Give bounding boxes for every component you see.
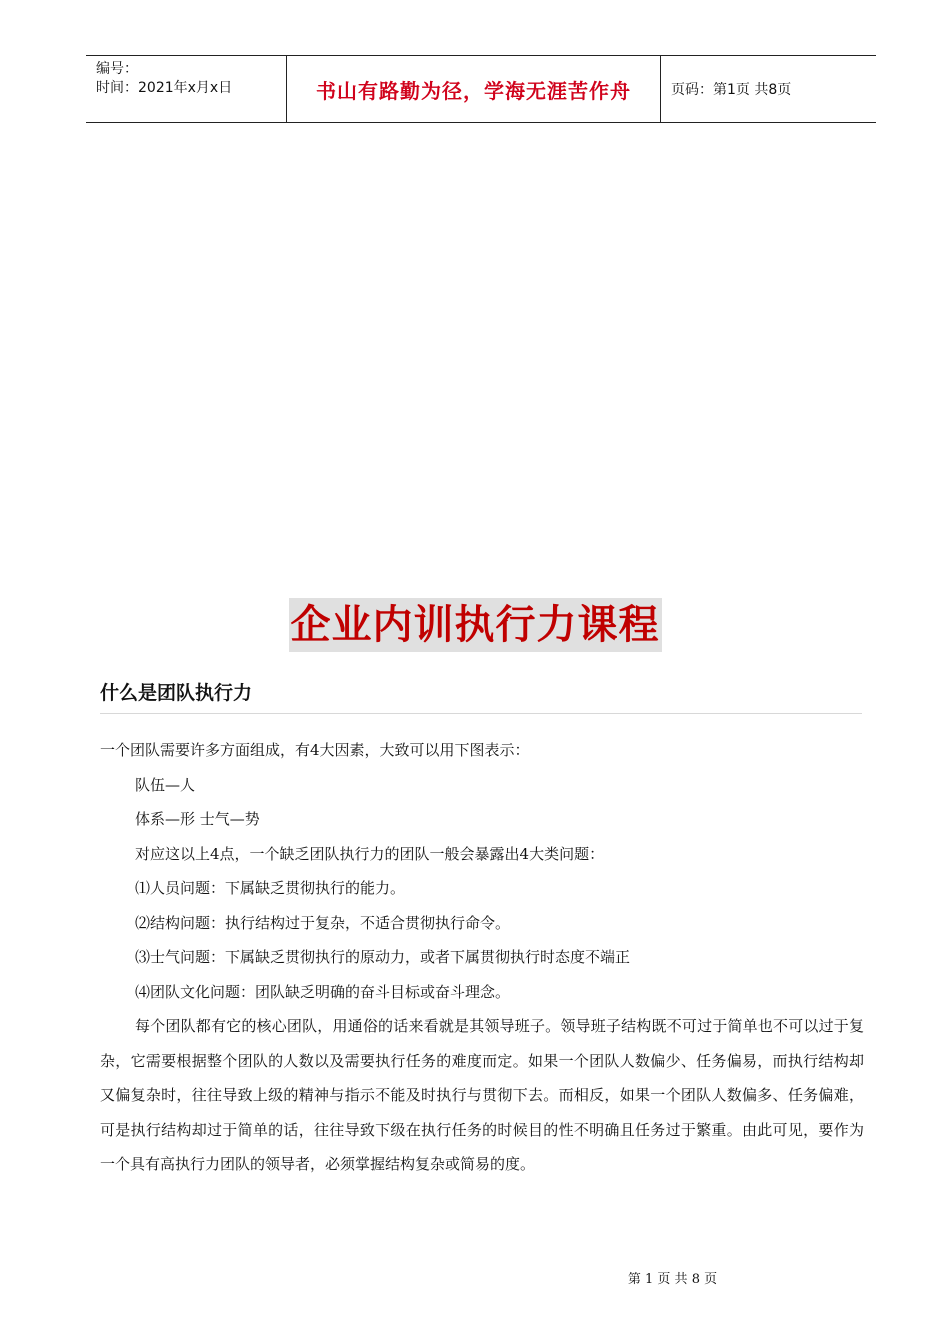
footer-page-number: 第 1 页 共 8 页 <box>627 1272 718 1287</box>
section-heading: 什么是团队执行力 <box>100 678 862 714</box>
factor-line: 队伍—人 <box>135 775 196 794</box>
document-title: 企业内训执行力课程 <box>289 598 662 652</box>
problem-item: ⑶士气问题：下属缺乏贯彻执行的原动力，或者下属贯彻执行时态度不端正 <box>135 948 631 966</box>
header-page-number: 页码：第1页 共8页 <box>671 82 792 98</box>
problems-intro-line: 对应这以上4点，一个缺乏团队执行力的团队一般会暴露出4大类问题： <box>135 844 605 863</box>
document-title-wrap <box>0 598 950 652</box>
body-paragraph: 每个团队都有它的核心团队，用通俗的话来看就是其领导班子。领导班子结构既不可过于简单也不可以过于复杂，它需要根据整个团队的人数以及需要执行任务的难度而定。如果一个团队人数偏少、任务偏易，而执行结构却又偏复杂时，往往导致上级的精神与指示不能及时执行与贯彻下去。而相反，如果一个团队人数偏多、任务偏难，可是执行结构却过于简单的话，往往导致下级在执行任务的时候目的性不明确且任务过于繁重。由此可见，要作为一个具有高执行力团队的领导者，必须掌握结构复杂或简易的度。 <box>100 1017 864 1173</box>
problem-item: ⑵结构问题：执行结构过于复杂，不适合贯彻执行命令。 <box>135 913 511 932</box>
problem-item: ⑴人员问题：下属缺乏贯彻执行的能力。 <box>135 879 406 897</box>
number-label: 编号： <box>96 61 138 77</box>
problem-item: ⑷团队文化问题：团队缺乏明确的奋斗目标或奋斗理念。 <box>135 982 511 1001</box>
intro-line: 一个团队需要许多方面组成，有4大因素，大致可以用下图表示： <box>100 741 530 759</box>
factor-line: 体系—形 士气—势 <box>135 810 260 828</box>
page-footer <box>0 1268 950 1287</box>
page-header <box>86 55 876 123</box>
time-label: 时间：2021年x月x日 <box>96 80 233 96</box>
header-meta <box>86 56 287 122</box>
header-motto: 书山有路勤为径，学海无涯苦作舟 <box>287 56 661 122</box>
document-body <box>100 733 864 1182</box>
